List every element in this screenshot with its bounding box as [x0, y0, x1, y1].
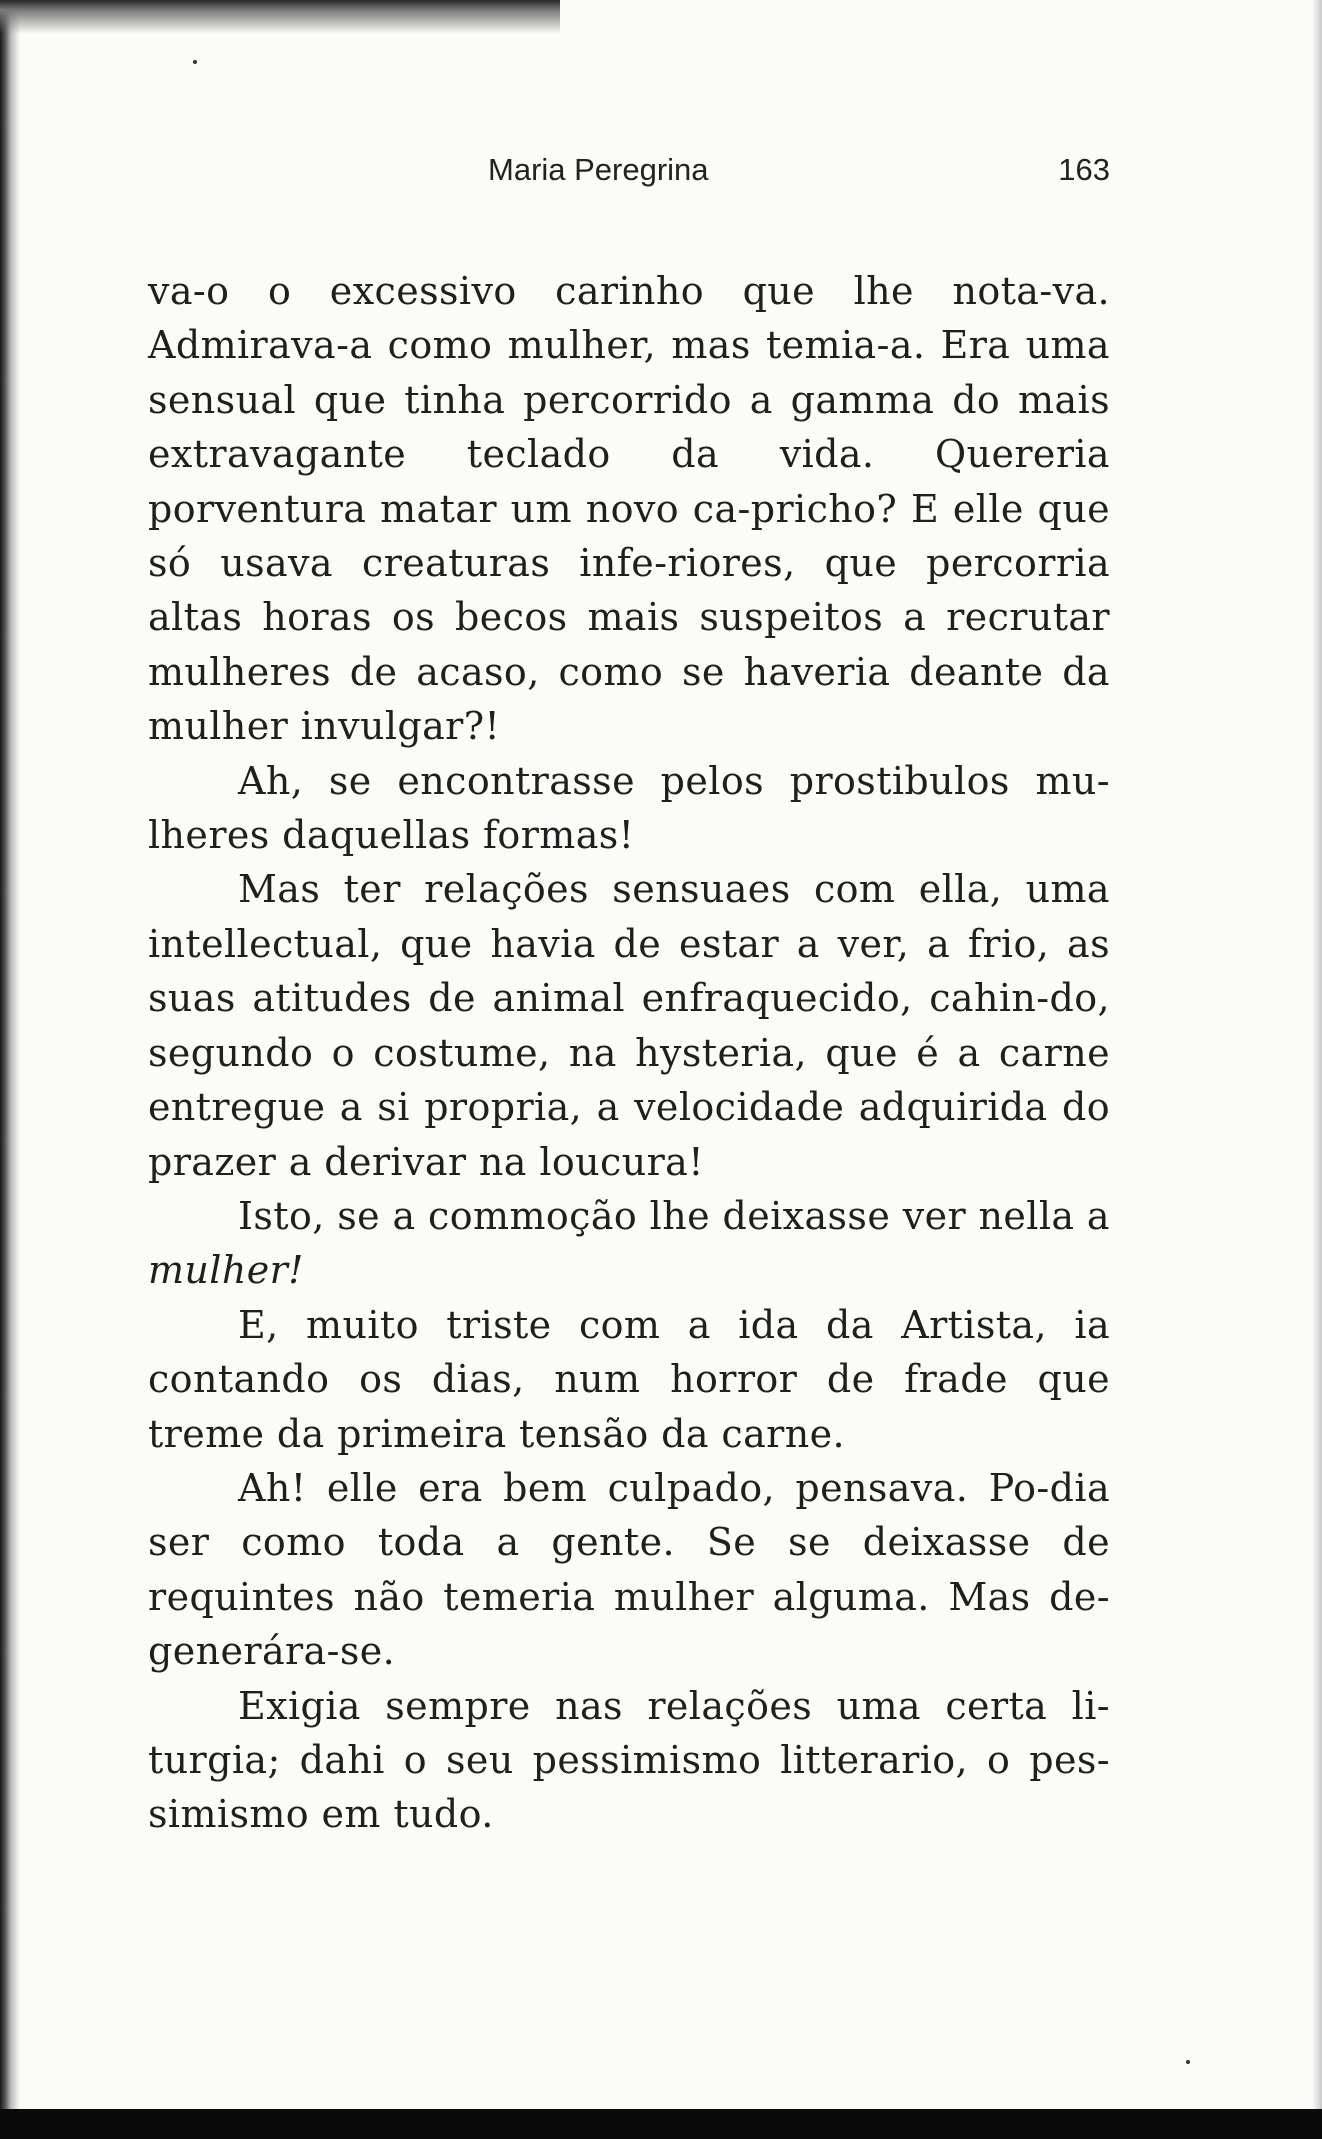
bottom-scan-edge — [0, 2109, 1322, 2139]
paragraph: E, muito triste com a ida da Artista, ia contando os dias, num horror de frade que treme da primeira tensão da carne. — [148, 1302, 1110, 1456]
paragraph: Exigia sempre nas relações uma certa li-turgia; dahi o seu pessimismo litterario, o pes-simismo em tudo. — [148, 1683, 1110, 1837]
scan-speck — [1186, 2060, 1190, 2064]
emphasized-word: mulher! — [148, 1248, 304, 1293]
page-number: 163 — [1058, 152, 1110, 187]
right-edge-shadow — [1312, 0, 1322, 2139]
top-edge-shadow — [0, 0, 560, 34]
body-text — [148, 264, 1110, 1842]
paragraph-isto — [148, 1189, 1110, 1298]
paragraph-lead-text: Isto, se a commoção lhe deixasse ver nella a — [238, 1193, 1110, 1238]
scan-speck — [193, 60, 197, 64]
paragraph: va-o o excessivo carinho que lhe nota-va. Admirava-a como mulher, mas temia-a. Era uma sensual que tinha percorrido a gamma do mais extravagante teclado da vida. Quereria porventura matar um novo ca-pricho? E elle que só usava creaturas infe-riores, que percorria altas horas os becos mais suspeitos a recrutar mulheres de acaso, como se haveria deante da mulher invulgar?! — [148, 269, 1110, 749]
running-title: Maria Peregrina — [488, 152, 709, 187]
paragraph: Ah! elle era bem culpado, pensava. Po-dia ser como toda a gente. Se se deixasse de requintes não temeria mulher alguma. Mas de-generára-se. — [148, 1465, 1110, 1674]
running-header — [488, 152, 1110, 200]
paragraph: Ah, se encontrasse pelos prostibulos mu-lheres daquellas formas! — [148, 758, 1110, 858]
paragraph: Mas ter relações sensuaes com ella, uma intellectual, que havia de estar a ver, a frio, as suas atitudes de animal enfraquecido, cahin-do, segundo o costume, na hysteria, que é a carne entregue a si propria, a velocidade adquirida do prazer a derivar na loucura! — [148, 867, 1110, 1184]
binding-shadow — [0, 0, 20, 2139]
